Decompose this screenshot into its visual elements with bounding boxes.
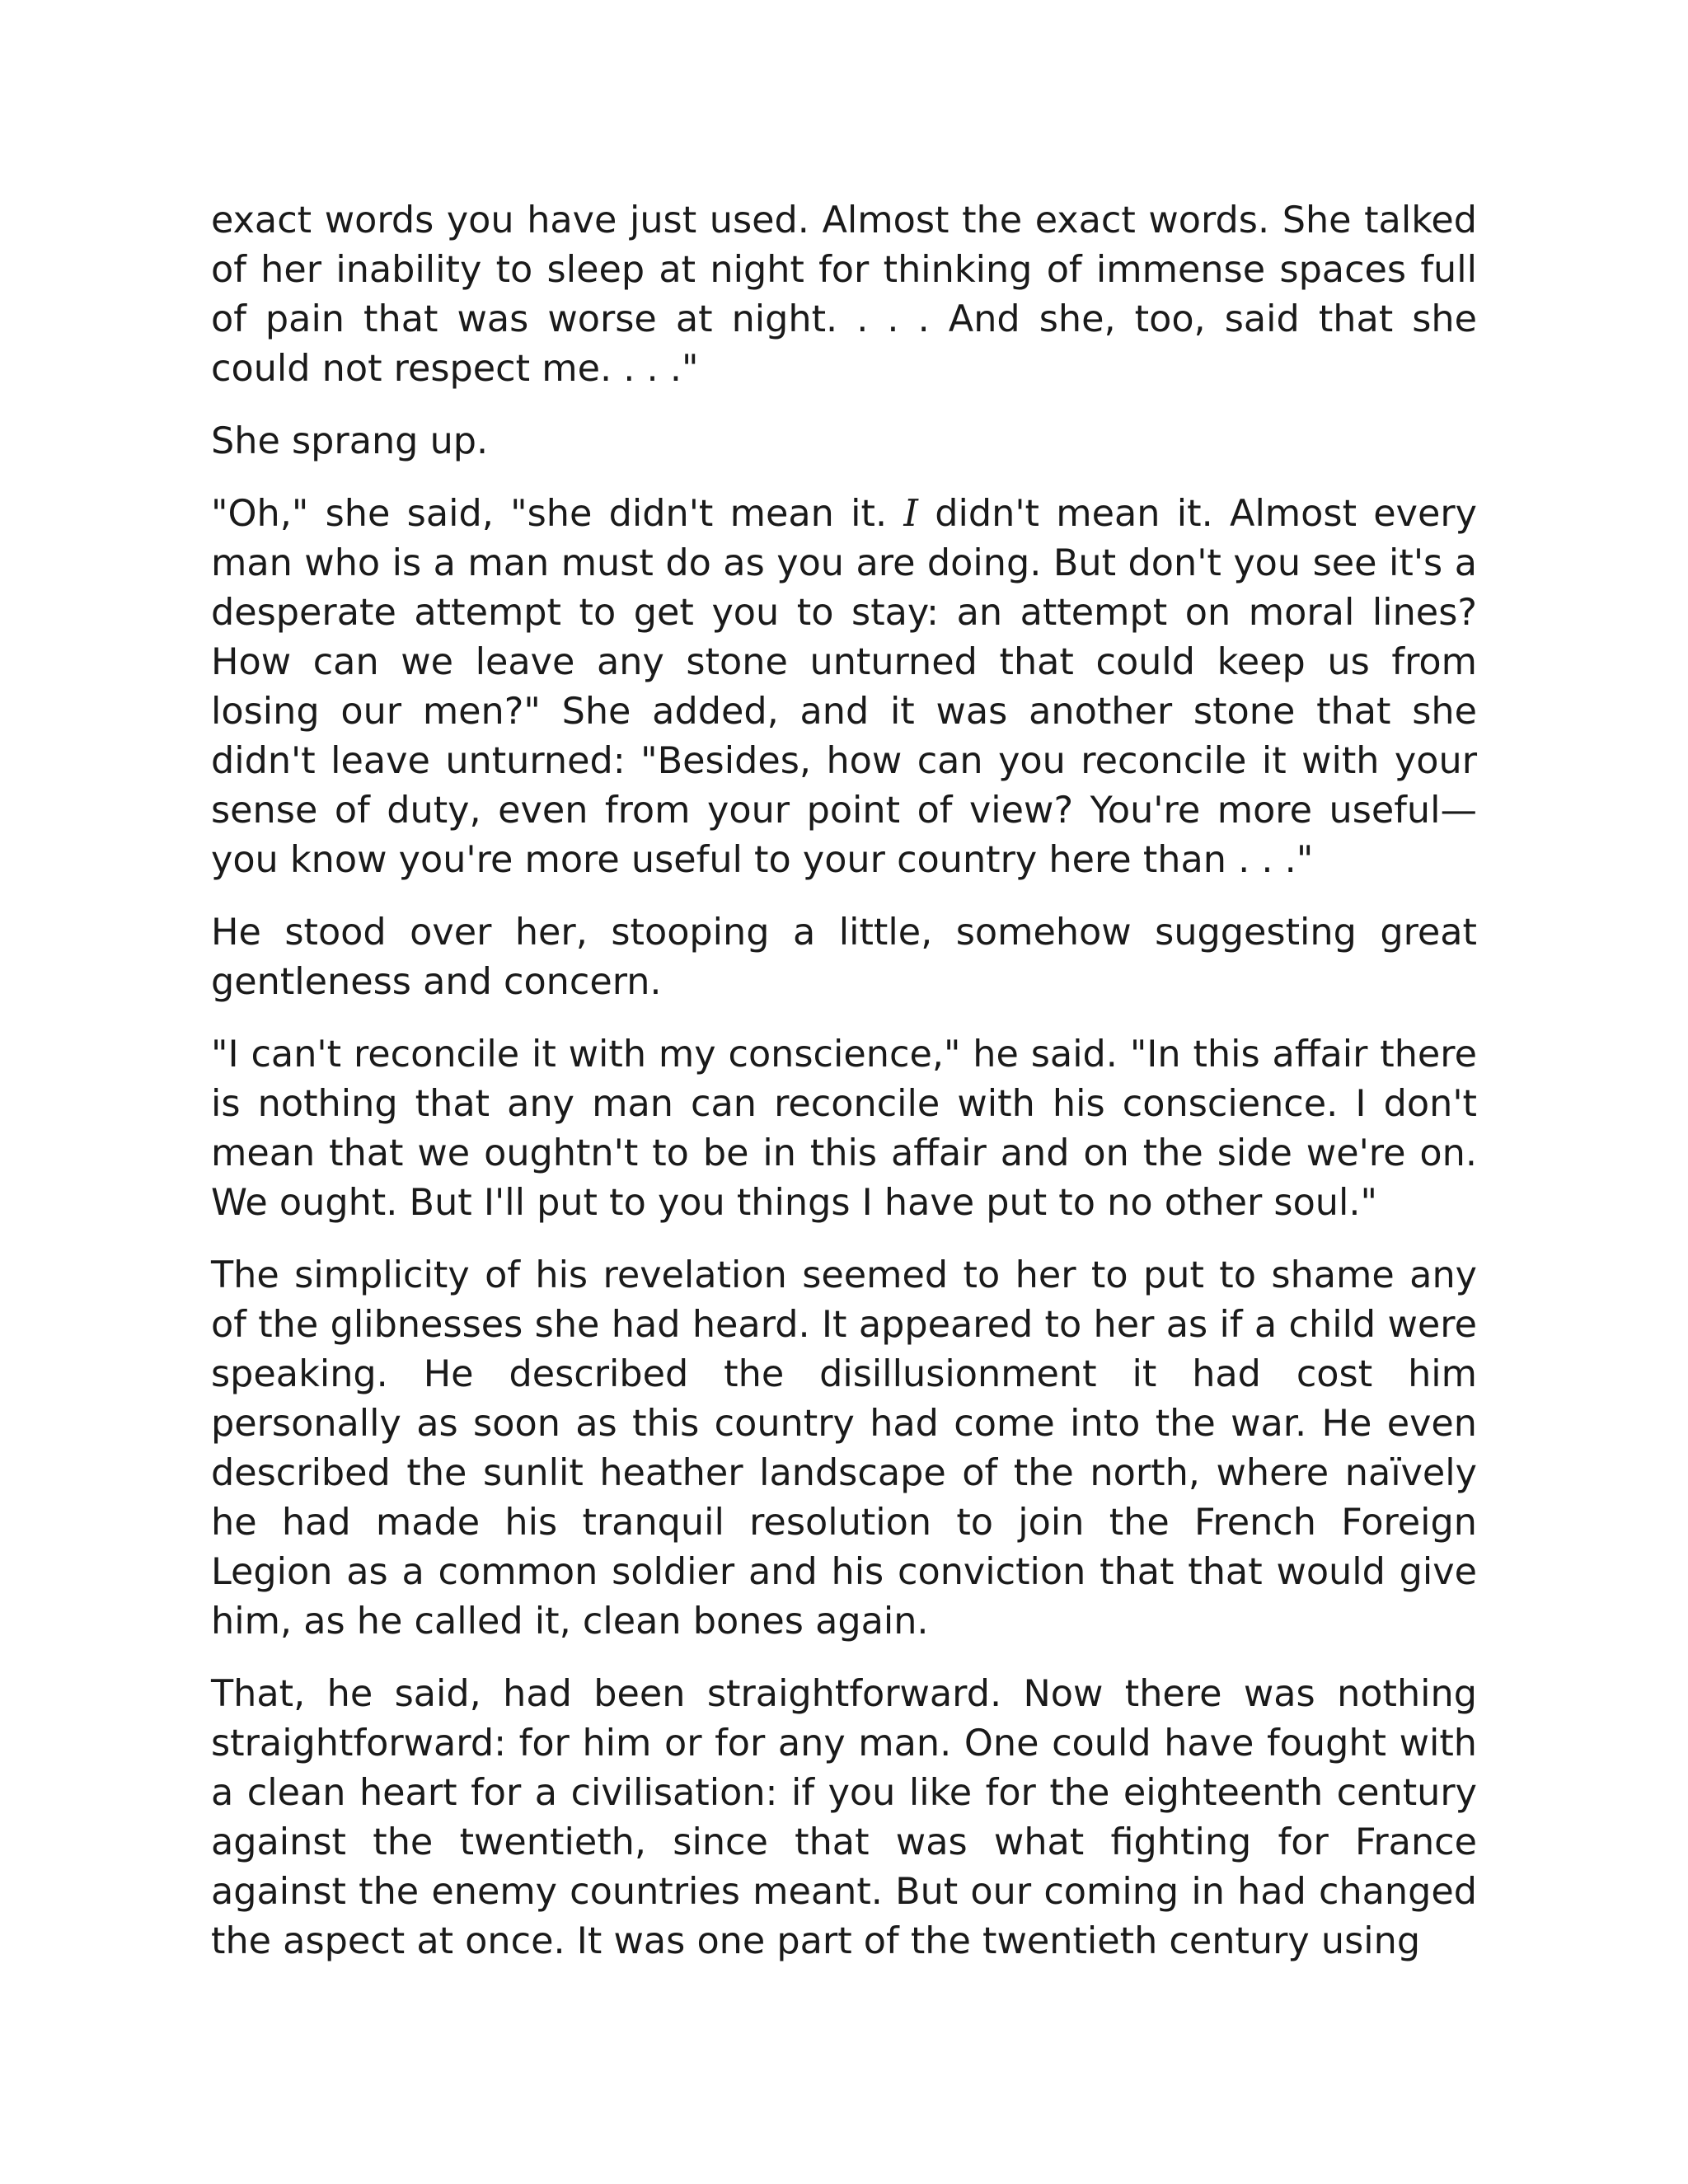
paragraph-5 <box>211 1030 1477 1228</box>
paragraph-3-emphasis: I <box>903 493 918 535</box>
paragraph-4-text: He stood over her, stooping a little, somehow suggesting great gentleness and concern. <box>211 912 1477 1003</box>
paragraph-2-text: She sprang up. <box>211 420 489 462</box>
paragraph-5-text: "I can't reconcile it with my conscience," he said. "In this affair there is nothing that any man can reconcile with his conscience. I don't mean that we oughtn't to be in this affair and on the side we're on. We ought. But I'll put to you things I have put to no other soul." <box>211 1033 1477 1224</box>
paragraph-7-text: That, he said, had been straightforward. Now there was nothing straightforward: for him or for any man. One could have fought with a clean heart for a civilisation: if you like for the eighteenth century against the twentieth, since that was what fighting for France against the enemy countries meant. But our coming in had changed the aspect at once. It was one part of the twentieth century using <box>211 1673 1477 1962</box>
paragraph-1-text: exact words you have just used. Almost the exact words. She talked of her inability to sleep at night for thinking of immense spaces full of pain that was worse at night. . . . And she, too, said that she could not respect me. . . ." <box>211 199 1477 390</box>
paragraph-2 <box>211 417 1477 466</box>
paragraph-1 <box>211 196 1477 394</box>
paragraph-4 <box>211 908 1477 1007</box>
paragraph-6-text: The simplicity of his revelation seemed to her to put to shame any of the glibnesses she had heard. It appeared to her as if a child were speaking. He described the disillusionment it had cost him personally as soon as this country had come into the war. He even described the sunlit heather landscape of the north, where naïvely he had made his tranquil resolution to join the French Foreign Legion as a common soldier and his conviction that that would give him, as he called it, clean bones again. <box>211 1254 1477 1643</box>
page-body <box>211 196 1477 1990</box>
paragraph-6 <box>211 1251 1477 1647</box>
paragraph-3 <box>211 490 1477 885</box>
paragraph-7 <box>211 1670 1477 1966</box>
paragraph-3-text-b: didn't mean it. Almost every man who is a man must do as you are doing. But don't you see it's a desperate attempt to get you to stay: an attempt on moral lines? How can we leave any stone unturned that could keep us from losing our men?" She added, and it was another stone that she didn't leave unturned: "Besides, how can you reconcile it with your sense of duty, even from your point of view? You're more useful—you know you're more useful to your country here than . . ." <box>211 493 1478 881</box>
paragraph-3-text-a: "Oh," she said, "she didn't mean it. <box>211 493 904 535</box>
